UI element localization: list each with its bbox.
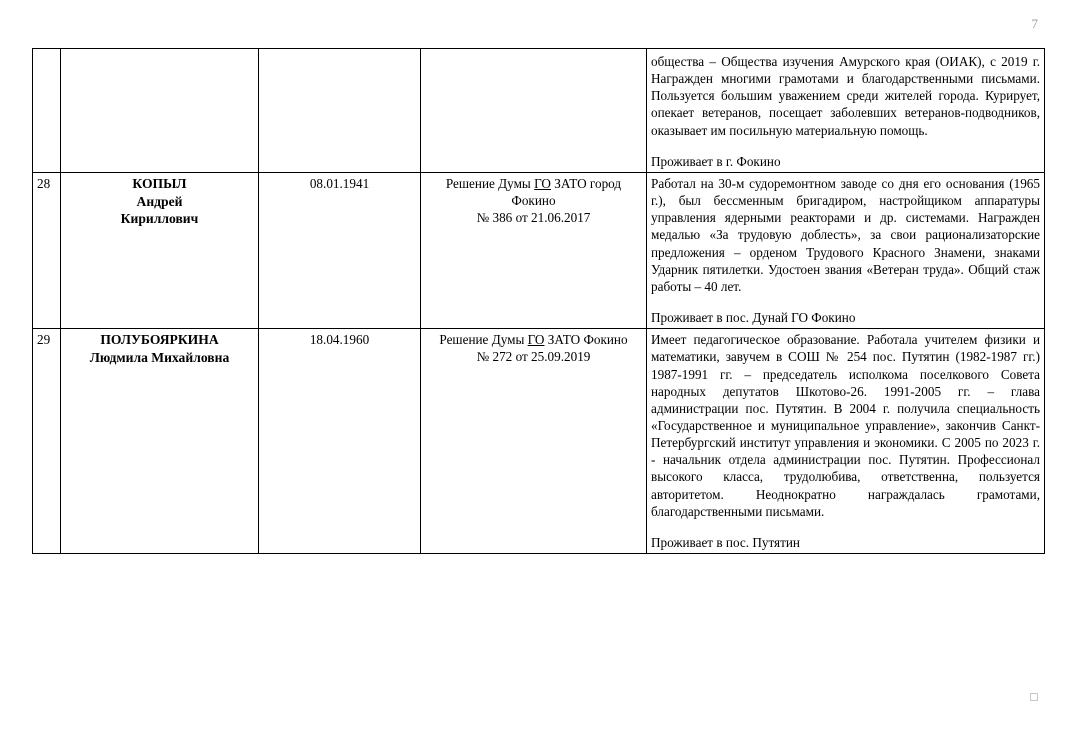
row-number: [33, 49, 61, 173]
page-corner-mark: [1030, 693, 1038, 701]
row-residence: Проживает в пос. Дунай ГО Фокино: [651, 310, 856, 326]
row-info: [647, 49, 1045, 173]
row-residence: Проживает в г. Фокино: [651, 153, 781, 169]
row-info-paragraph: Имеет педагогическое образование. Работала учителем физики и математики, завучем в СОШ № 254 пос. Путятин (1982-1987 гг.) 1987-1991 гг. – председатель исполкома поселкового Совета народных депутатов Шкотово-26. 1991-2005 гг. – глава администрации пос. Путятин. В 2004 г. получила специальность «Государственное и муниципальное управление», закончив Санкт-Петербургский институт управления и экономики. С 2005 по 2023 г. - начальник отдела администрации пос. Путятин. Профессионал высокого класса, трудолюбива, ответственна, пользуется авторитетом. Неоднократно награждалась грамотами, благодарственными письмами.: [651, 332, 1040, 519]
row-info: [647, 329, 1045, 554]
table-row: [33, 329, 1045, 554]
row-info-paragraph: общества – Общества изучения Амурского края (ОИАК), с 2019 г. Награжден многими грамотами и благодарственными письмами. Пользуется большим уважением среди жителей города. Курирует, опекает ветеранов, посещает заболевших ветеранов-подводников, оказывает им посильную материальную помощь.: [651, 54, 1040, 138]
row-number: 29: [33, 329, 61, 554]
table-row: [33, 49, 1045, 173]
row-name: [61, 329, 259, 554]
page-number: 7: [1031, 16, 1038, 31]
registry-table: [32, 48, 1045, 554]
row-birthdate: 18.04.1960: [259, 329, 421, 554]
row-name: [61, 49, 259, 173]
table-row: [33, 172, 1045, 328]
row-decision-line: № 386 от 21.06.2017: [476, 210, 591, 226]
row-name: [61, 172, 259, 328]
row-decision-line: Решение Думы ГО ЗАТО город Фокино: [445, 175, 622, 209]
row-name-line: Людмила Михайловна: [89, 349, 230, 365]
row-name-line: КОПЫЛ: [132, 175, 187, 191]
row-decision: [421, 172, 647, 328]
row-decision: [421, 329, 647, 554]
row-number: 28: [33, 172, 61, 328]
row-name-line: Андрей: [136, 193, 183, 209]
row-birthdate: [259, 49, 421, 173]
row-name-line: ПОЛУБОЯРКИНА: [100, 332, 219, 348]
row-birthdate: 08.01.1941: [259, 172, 421, 328]
row-decision: [421, 49, 647, 173]
row-decision-line: № 272 от 25.09.2019: [476, 349, 591, 365]
row-name-line: Кириллович: [120, 211, 199, 227]
row-info: [647, 172, 1045, 328]
row-info-paragraph: Работал на 30-м судоремонтном заводе со дня его основания (1965 г.), был бессменным бригадиром, настройщиком аппаратуры управления ядерными реакторами и др. системами. Награжден медалью «За трудовую доблесть», за свои рационализаторские предложения – орденом Трудового Красного Знамени, знаками Ударник пятилетки. Удостоен звания «Ветеран труда». Общий стаж работы – 40 лет.: [651, 175, 1040, 294]
row-decision-line: Решение Думы ГО ЗАТО Фокино: [439, 332, 628, 348]
row-residence: Проживает в пос. Путятин: [651, 534, 800, 550]
